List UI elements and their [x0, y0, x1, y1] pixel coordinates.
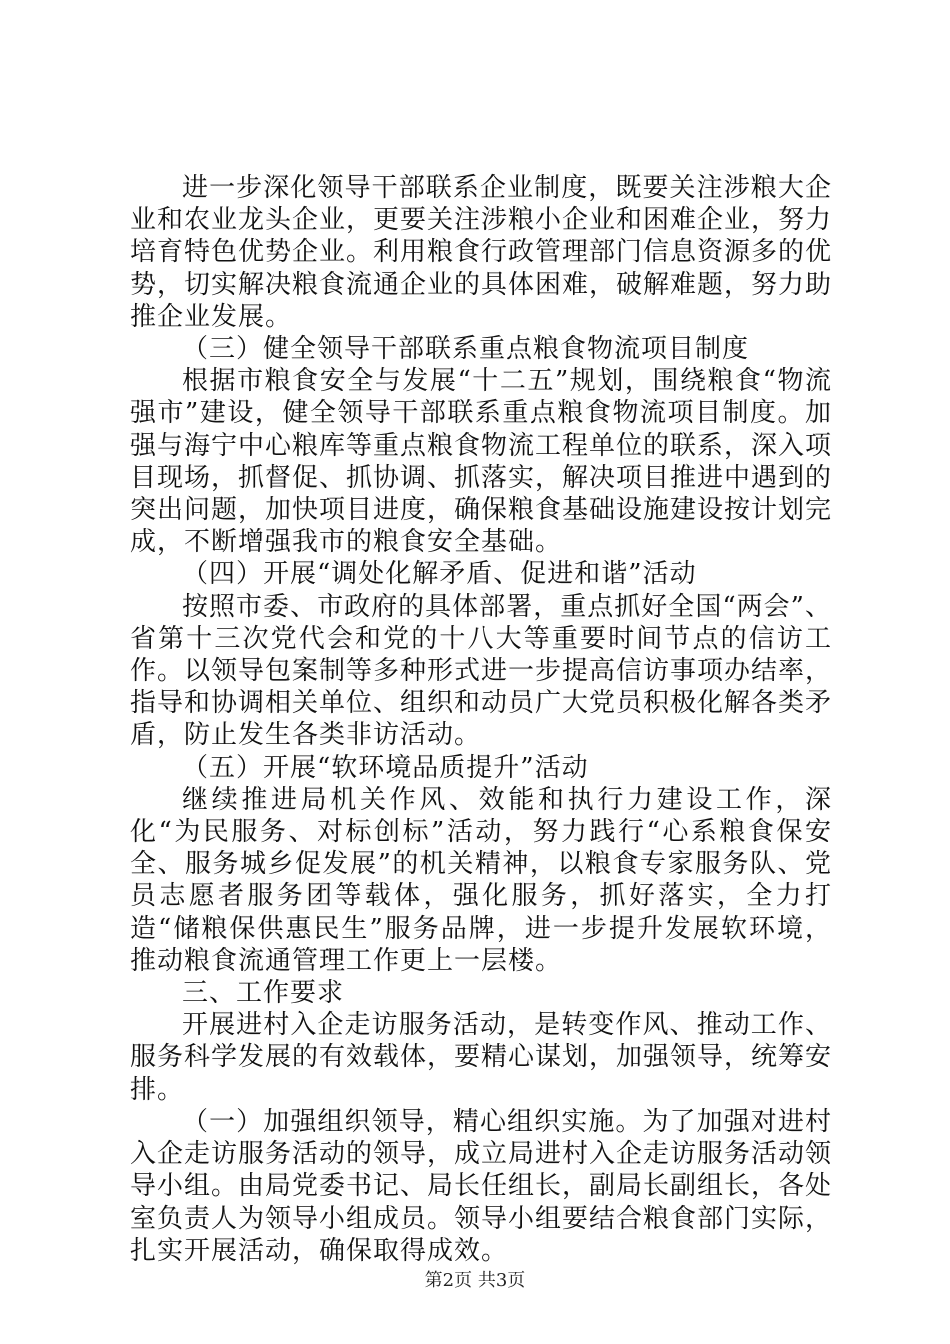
document-body	[130, 172, 832, 1267]
paragraph-5: 开展进村入企走访服务活动，是转变作风、推动工作、服务科学发展的有效载体，要精心谋划，加强领导，统筹安排。	[130, 1010, 833, 1105]
section-heading-5: （五）开展“软环境品质提升”活动	[182, 752, 589, 783]
paragraph-3: 按照市委、市政府的具体部署，重点抓好全国“两会”、省第十三次党代会和党的十八大等重要时间节点的信访工作。以领导包案制等多种形式进一步提高信访事项办结率，指导和协调相关单位、组织和动员广大党员积极化解各类矛盾，防止发生各类非访活动。	[130, 591, 833, 751]
paragraph-1: 进一步深化领导干部联系企业制度，既要关注涉粮大企业和农业龙头企业，更要关注涉粮小企业和困难企业，努力培育特色优势企业。利用粮食行政管理部门信息资源多的优势，切实解决粮食流通企业的具体困难，破解难题，努力助推企业发展。	[130, 173, 833, 332]
section-heading-4: （四）开展“调处化解矛盾、促进和谐”活动	[182, 559, 697, 590]
section-heading-3: （三）健全领导干部联系重点粮食物流项目制度	[182, 334, 750, 365]
paragraph-6: （一）加强组织领导，精心组织实施。为了加强对进村入企走访服务活动的领导，成立局进村入企走访服务活动领导小组。由局党委书记、局长任组长，副局长副组长，各处室负责人为领导小组成员。领导小组要结合粮食部门实际，扎实开展活动，确保取得成效。	[130, 1106, 833, 1266]
paragraph-4: 继续推进局机关作风、效能和执行力建设工作，深化“为民服务、对标创标”活动，努力践行“心系粮食保安全、服务城乡促发展”的机关精神，以粮食专家服务队、党员志愿者服务团等载体，强化服务，抓好落实，全力打造“储粮保供惠民生”服务品牌，进一步提升发展软环境，推动粮食流通管理工作更上一层楼。	[130, 784, 832, 976]
chapter-heading-3: 三、工作要求	[182, 978, 345, 1009]
page-footer: 第2页 共3页	[424, 1270, 526, 1291]
paragraph-2: 根据市粮食安全与发展“十二五”规划，围绕粮食“物流强市”建设，健全领导干部联系重点粮食物流项目制度。加强与海宁中心粮库等重点粮食物流工程单位的联系，深入项目现场，抓督促、抓协调、抓落实，解决项目推进中遇到的突出问题，加快项目进度，确保粮食基础设施建设按计划完成，不断增强我市的粮食安全基础。	[130, 366, 833, 558]
